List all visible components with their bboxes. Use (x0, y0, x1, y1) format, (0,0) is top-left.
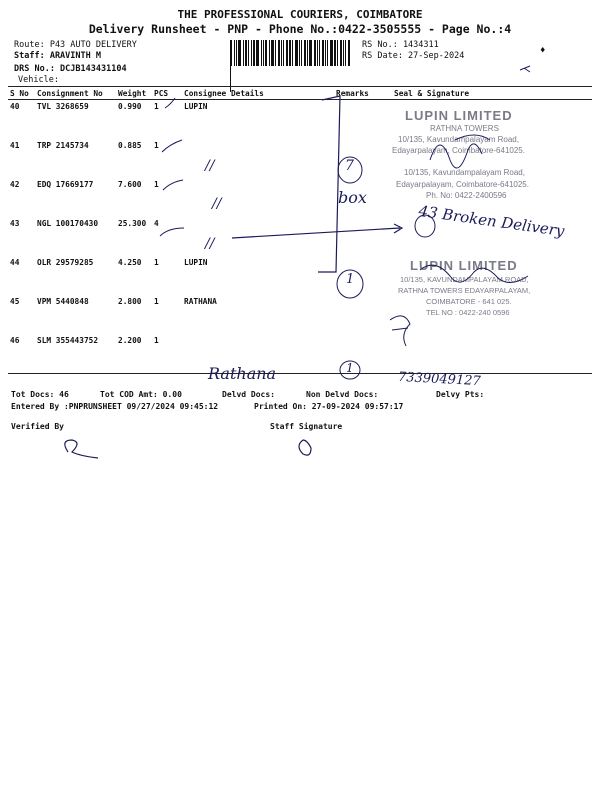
cell-consignee: RATHANA (184, 297, 217, 306)
lupin-stamp-line: Ph. No: 0422-2400596 (426, 191, 507, 200)
col-consignee: Consignee Details (182, 87, 334, 100)
rathana-signature: Rathana (208, 364, 277, 383)
cell-consignment: EDQ 17669177 (37, 180, 94, 189)
lupin-stamp-line: TEL NO : 0422-240 0596 (426, 308, 510, 317)
rs-number: RS No.: 1434311 (362, 40, 439, 50)
phone-scrawl: 7339049127 (397, 369, 482, 390)
lupin-stamp-title: LUPIN LIMITED (410, 258, 518, 273)
col-pcs: PCS (152, 87, 182, 100)
cell-pcs: 1 (154, 102, 159, 111)
cell-pcs: 1 (154, 141, 159, 150)
cell-weight: 25.300 (118, 219, 147, 228)
ditto-mark: // (205, 158, 215, 174)
vehicle-label: Vehicle: (18, 75, 59, 85)
ditto-mark: // (205, 236, 215, 252)
cell-sno: 42 (10, 180, 20, 189)
col-remarks: Remarks (334, 87, 374, 100)
non-delivered-docs: Non Delvd Docs: (306, 390, 379, 399)
cell-consignment: TVL 3268659 (37, 102, 89, 111)
lupin-stamp-title: LUPIN LIMITED (405, 108, 513, 123)
lupin-stamp-line: Edayarpalayam, Coimbatore-641025. (396, 180, 529, 189)
cell-pcs: 1 (152, 334, 182, 374)
cell-pcs: 1 (154, 180, 159, 189)
total-docs: Tot Docs: 46 (11, 390, 69, 399)
cell-sno: 40 (10, 102, 20, 111)
lupin-stamp-line: COIMBATORE - 641 025. (426, 297, 512, 306)
entered-by: Entered By :PNPRUNSHEET 09/27/2024 09:45:12 (11, 402, 219, 411)
route-label: Route: P43 AUTO DELIVERY (14, 40, 137, 50)
verified-by-label: Verified By (11, 422, 64, 431)
lupin-stamp-line: RATHNA TOWERS (430, 124, 499, 133)
cell-consignee: LUPIN (184, 102, 208, 111)
col-consignment: Consignment No (35, 87, 116, 100)
rs-date: RS Date: 27-Sep-2024 (362, 51, 465, 61)
circle-count: 1 (346, 361, 354, 375)
cell-sno: 45 (10, 297, 20, 306)
lupin-stamp-line: 10/135, Kavundampalayam Road, (398, 135, 519, 144)
ditto-mark: // (212, 196, 222, 212)
mark-icon: ♦ (540, 46, 546, 56)
lupin-stamp-line: 10/135, KAVUNDAMPALAYAM ROAD, (400, 275, 529, 284)
cell-sno: 43 (10, 219, 20, 228)
cell-weight: 0.990 (118, 102, 142, 111)
circle-count: 1 (346, 272, 355, 287)
cell-pcs: 1 (154, 258, 159, 267)
cell-sno: 41 (10, 141, 20, 150)
drs-number: DRS No.: DCJB143431104 (14, 64, 127, 74)
cell-weight: 2.800 (118, 297, 142, 306)
company-title: THE PROFESSIONAL COURIERS, COIMBATORE (177, 8, 423, 21)
cell-weight: 2.200 (116, 334, 152, 374)
total-cod-amount: Tot COD Amt: 0.00 (100, 390, 182, 399)
cell-consignment: NGL 100170430 (37, 219, 99, 228)
cell-pcs: 4 (154, 219, 159, 228)
staff-label: Staff: ARAVINTH M (14, 51, 101, 61)
cell-sno: 46 (8, 334, 35, 374)
cell-weight: 4.250 (118, 258, 142, 267)
cell-sno: 44 (10, 258, 20, 267)
delivery-points: Delvy Pts: (436, 390, 485, 399)
cell-consignment: TRP 2145734 (37, 141, 89, 150)
runsheet-subtitle: Delivery Runsheet - PNP - Phone No.:0422-3505555 - Page No.:4 (88, 22, 512, 36)
cell-consignment: OLR 29579285 (37, 258, 94, 267)
lupin-stamp-line: 10/135, Kavundampalayam Road, (404, 168, 525, 177)
staff-signature-label: Staff Signature (270, 422, 343, 431)
lupin-stamp-line: Edayarpalayam, Coimbatore-641025. (392, 146, 525, 155)
cell-weight: 0.885 (118, 141, 142, 150)
col-weight: Weight (116, 87, 152, 100)
col-seal: Seal & Signature (374, 87, 592, 100)
lupin-stamp-line: RATHNA TOWERS EDAYARPALAYAM, (398, 286, 531, 295)
box-word: box (338, 188, 367, 207)
cell-consignment: SLM 355443752 (35, 334, 116, 374)
cell-consignment: VPM 5440848 (37, 297, 89, 306)
delivered-docs: Delvd Docs: (222, 390, 275, 399)
box-count: 7 (345, 158, 354, 174)
cell-weight: 7.600 (118, 180, 142, 189)
broken-delivery-note: 43 Broken Delivery (417, 201, 566, 241)
col-sno: S No (8, 87, 35, 100)
cell-consignee: LUPIN (184, 258, 208, 267)
cell-pcs: 1 (154, 297, 159, 306)
printed-on: Printed On: 27-09-2024 09:57:17 (254, 402, 404, 411)
